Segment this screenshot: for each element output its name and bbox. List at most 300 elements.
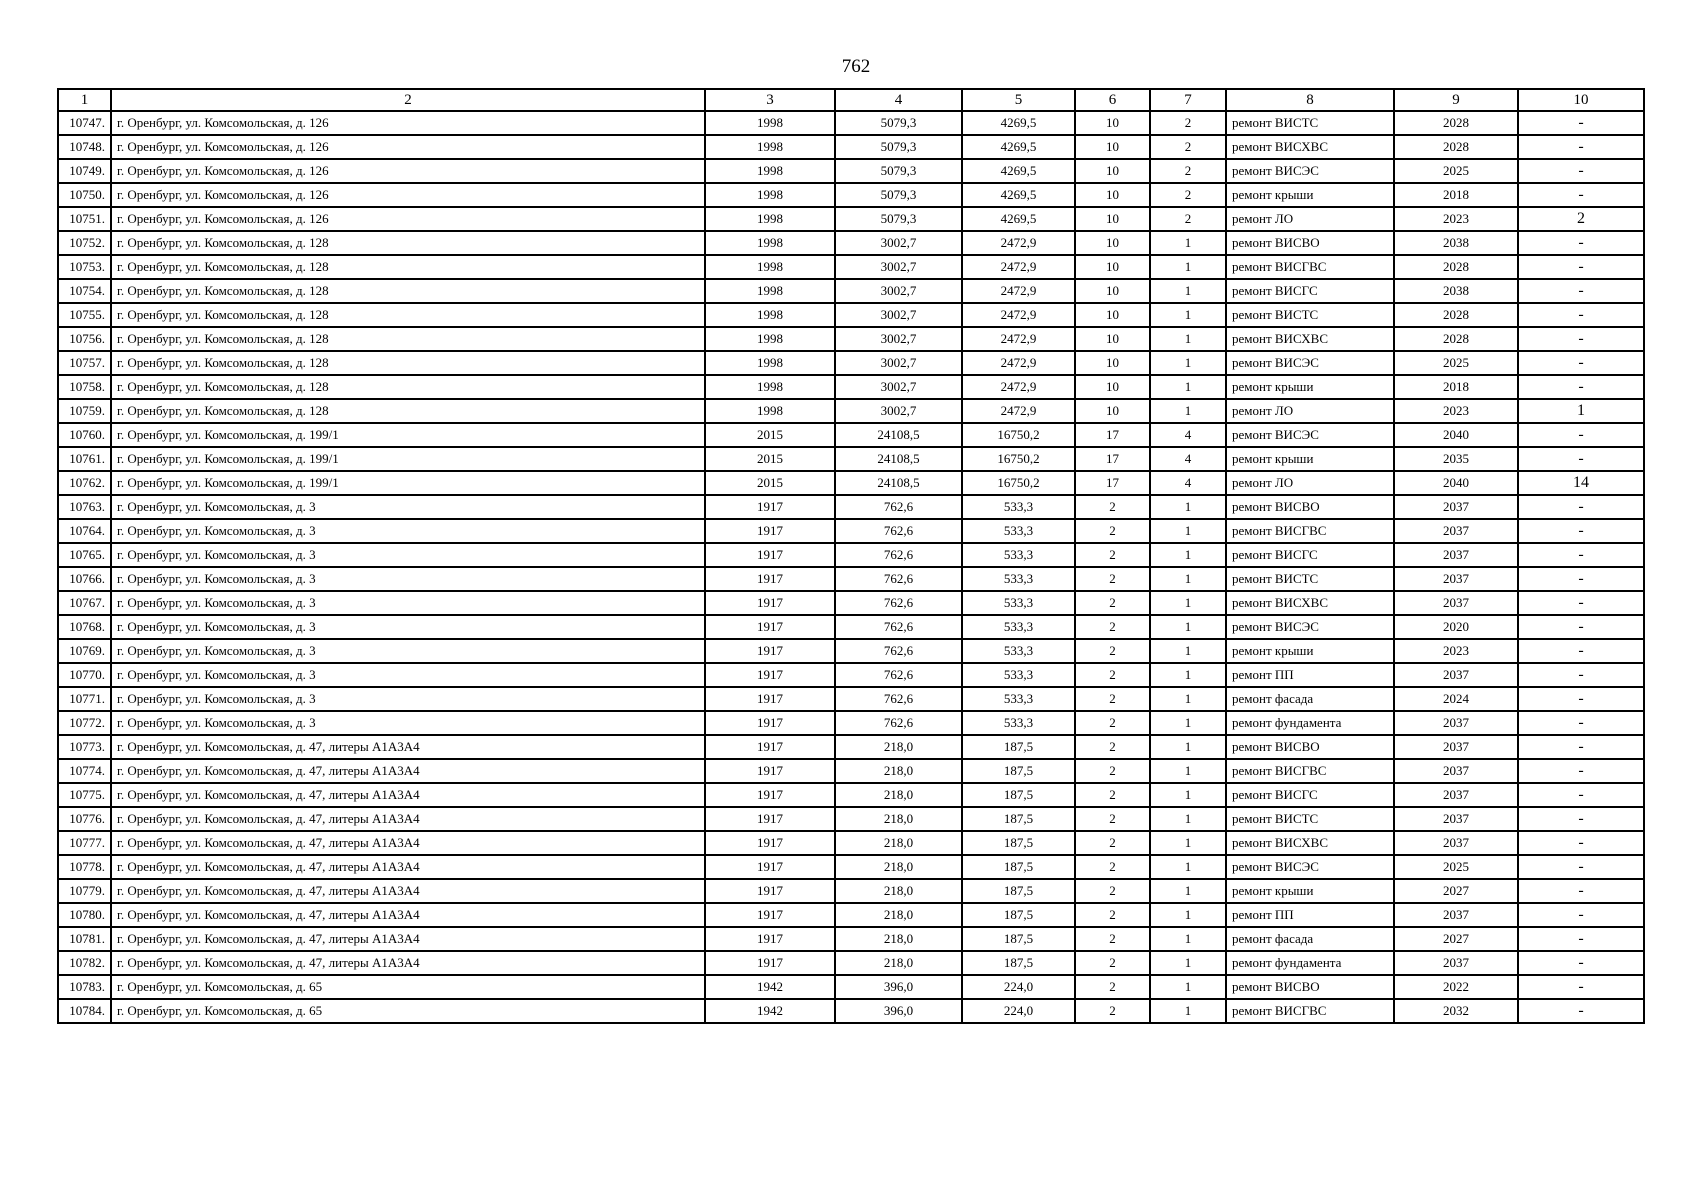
cell-work-type: ремонт фасада: [1226, 687, 1394, 711]
cell-entrances: 2: [1150, 135, 1226, 159]
cell-floors: 10: [1075, 183, 1150, 207]
cell-floors: 2: [1075, 735, 1150, 759]
cell-floors: 2: [1075, 807, 1150, 831]
cell-extra-value: -: [1518, 735, 1644, 759]
cell-address: г. Оренбург, ул. Комсомольская, д. 3: [111, 567, 705, 591]
cell-living-area: 533,3: [962, 711, 1075, 735]
cell-year-built: 1917: [705, 663, 835, 687]
cell-living-area: 16750,2: [962, 423, 1075, 447]
cell-row-number: 10751.: [58, 207, 111, 231]
table-row: [58, 903, 1644, 927]
cell-address: г. Оренбург, ул. Комсомольская, д. 3: [111, 639, 705, 663]
column-header-1: 1: [58, 89, 111, 111]
table-row: [58, 879, 1644, 903]
cell-work-type: ремонт ВИСВО: [1226, 231, 1394, 255]
cell-address: г. Оренбург, ул. Комсомольская, д. 126: [111, 183, 705, 207]
cell-work-type: ремонт ВИСГС: [1226, 783, 1394, 807]
cell-entrances: 1: [1150, 879, 1226, 903]
cell-floors: 2: [1075, 591, 1150, 615]
cell-row-number: 10774.: [58, 759, 111, 783]
cell-total-area: 218,0: [835, 927, 962, 951]
column-header-6: 6: [1075, 89, 1150, 111]
cell-planned-year: 2025: [1394, 159, 1518, 183]
cell-year-built: 2015: [705, 447, 835, 471]
cell-row-number: 10754.: [58, 279, 111, 303]
cell-entrances: 1: [1150, 831, 1226, 855]
cell-extra-value: -: [1518, 279, 1644, 303]
cell-work-type: ремонт ВИСЭС: [1226, 351, 1394, 375]
cell-total-area: 3002,7: [835, 399, 962, 423]
cell-work-type: ремонт ВИСХВС: [1226, 591, 1394, 615]
cell-address: г. Оренбург, ул. Комсомольская, д. 3: [111, 591, 705, 615]
cell-entrances: 1: [1150, 783, 1226, 807]
cell-year-built: 1917: [705, 807, 835, 831]
cell-row-number: 10776.: [58, 807, 111, 831]
cell-row-number: 10783.: [58, 975, 111, 999]
cell-extra-value: -: [1518, 855, 1644, 879]
cell-living-area: 2472,9: [962, 231, 1075, 255]
cell-living-area: 533,3: [962, 567, 1075, 591]
cell-floors: 2: [1075, 687, 1150, 711]
cell-work-type: ремонт крыши: [1226, 375, 1394, 399]
cell-year-built: 2015: [705, 423, 835, 447]
cell-row-number: 10772.: [58, 711, 111, 735]
cell-address: г. Оренбург, ул. Комсомольская, д. 3: [111, 543, 705, 567]
cell-planned-year: 2023: [1394, 207, 1518, 231]
cell-planned-year: 2037: [1394, 711, 1518, 735]
cell-living-area: 4269,5: [962, 207, 1075, 231]
page-number: 762: [841, 56, 871, 77]
table-row: [58, 735, 1644, 759]
cell-work-type: ремонт ВИСТС: [1226, 111, 1394, 135]
cell-entrances: 1: [1150, 807, 1226, 831]
table-row: [58, 999, 1644, 1023]
cell-address: г. Оренбург, ул. Комсомольская, д. 47, литеры А1А3А4: [111, 951, 705, 975]
cell-living-area: 187,5: [962, 807, 1075, 831]
cell-total-area: 5079,3: [835, 111, 962, 135]
cell-work-type: ремонт ВИСГВС: [1226, 759, 1394, 783]
cell-living-area: 187,5: [962, 831, 1075, 855]
cell-year-built: 1998: [705, 231, 835, 255]
cell-address: г. Оренбург, ул. Комсомольская, д. 47, литеры А1А3А4: [111, 759, 705, 783]
cell-address: г. Оренбург, ул. Комсомольская, д. 3: [111, 495, 705, 519]
cell-floors: 10: [1075, 375, 1150, 399]
cell-entrances: 1: [1150, 279, 1226, 303]
cell-row-number: 10762.: [58, 471, 111, 495]
cell-extra-value: -: [1518, 807, 1644, 831]
cell-floors: 10: [1075, 231, 1150, 255]
cell-total-area: 762,6: [835, 543, 962, 567]
cell-planned-year: 2025: [1394, 855, 1518, 879]
table-row: [58, 351, 1644, 375]
cell-extra-value: -: [1518, 567, 1644, 591]
cell-living-area: 187,5: [962, 951, 1075, 975]
cell-year-built: 1942: [705, 999, 835, 1023]
column-header-2: 2: [111, 89, 705, 111]
table-row: [58, 327, 1644, 351]
cell-row-number: 10778.: [58, 855, 111, 879]
cell-year-built: 1917: [705, 855, 835, 879]
cell-year-built: 1942: [705, 975, 835, 999]
cell-row-number: 10765.: [58, 543, 111, 567]
cell-work-type: ремонт ВИСГВС: [1226, 519, 1394, 543]
cell-living-area: 224,0: [962, 999, 1075, 1023]
cell-entrances: 1: [1150, 735, 1226, 759]
cell-total-area: 396,0: [835, 999, 962, 1023]
cell-extra-value: -: [1518, 183, 1644, 207]
cell-living-area: 187,5: [962, 735, 1075, 759]
cell-floors: 10: [1075, 327, 1150, 351]
cell-entrances: 1: [1150, 303, 1226, 327]
cell-work-type: ремонт ВИСГВС: [1226, 999, 1394, 1023]
cell-work-type: ремонт фундамента: [1226, 711, 1394, 735]
cell-floors: 10: [1075, 159, 1150, 183]
cell-entrances: 1: [1150, 855, 1226, 879]
cell-year-built: 1998: [705, 303, 835, 327]
cell-address: г. Оренбург, ул. Комсомольская, д. 126: [111, 111, 705, 135]
table-row: [58, 831, 1644, 855]
cell-living-area: 4269,5: [962, 183, 1075, 207]
cell-living-area: 187,5: [962, 759, 1075, 783]
cell-row-number: 10777.: [58, 831, 111, 855]
cell-living-area: 2472,9: [962, 351, 1075, 375]
cell-floors: 10: [1075, 207, 1150, 231]
cell-planned-year: 2024: [1394, 687, 1518, 711]
table-row: [58, 783, 1644, 807]
cell-year-built: 1917: [705, 567, 835, 591]
cell-planned-year: 2037: [1394, 519, 1518, 543]
cell-total-area: 3002,7: [835, 231, 962, 255]
cell-year-built: 1998: [705, 183, 835, 207]
cell-year-built: 1998: [705, 351, 835, 375]
cell-entrances: 1: [1150, 951, 1226, 975]
cell-entrances: 1: [1150, 639, 1226, 663]
cell-planned-year: 2037: [1394, 543, 1518, 567]
cell-extra-value: -: [1518, 135, 1644, 159]
cell-total-area: 762,6: [835, 591, 962, 615]
cell-floors: 2: [1075, 495, 1150, 519]
cell-year-built: 1917: [705, 495, 835, 519]
cell-extra-value: -: [1518, 999, 1644, 1023]
cell-entrances: 1: [1150, 519, 1226, 543]
table-row: [58, 951, 1644, 975]
table-body: [58, 111, 1644, 1023]
cell-extra-value: -: [1518, 327, 1644, 351]
cell-year-built: 1917: [705, 831, 835, 855]
cell-year-built: 1917: [705, 927, 835, 951]
cell-work-type: ремонт ПП: [1226, 663, 1394, 687]
column-header-8: 8: [1226, 89, 1394, 111]
cell-living-area: 2472,9: [962, 327, 1075, 351]
cell-living-area: 187,5: [962, 879, 1075, 903]
cell-floors: 17: [1075, 471, 1150, 495]
cell-extra-value: -: [1518, 783, 1644, 807]
cell-row-number: 10755.: [58, 303, 111, 327]
cell-row-number: 10759.: [58, 399, 111, 423]
cell-floors: 17: [1075, 423, 1150, 447]
cell-address: г. Оренбург, ул. Комсомольская, д. 128: [111, 327, 705, 351]
cell-row-number: 10781.: [58, 927, 111, 951]
cell-work-type: ремонт ПП: [1226, 903, 1394, 927]
cell-entrances: 1: [1150, 255, 1226, 279]
cell-floors: 10: [1075, 279, 1150, 303]
cell-extra-value: -: [1518, 711, 1644, 735]
cell-row-number: 10747.: [58, 111, 111, 135]
cell-floors: 10: [1075, 351, 1150, 375]
cell-entrances: 1: [1150, 687, 1226, 711]
table-row: [58, 279, 1644, 303]
cell-floors: 2: [1075, 903, 1150, 927]
cell-year-built: 1917: [705, 615, 835, 639]
cell-living-area: 533,3: [962, 687, 1075, 711]
cell-total-area: 5079,3: [835, 159, 962, 183]
cell-year-built: 1998: [705, 207, 835, 231]
cell-planned-year: 2037: [1394, 807, 1518, 831]
cell-row-number: 10784.: [58, 999, 111, 1023]
cell-living-area: 2472,9: [962, 255, 1075, 279]
cell-planned-year: 2040: [1394, 471, 1518, 495]
cell-total-area: 762,6: [835, 687, 962, 711]
table-row: [58, 471, 1644, 495]
cell-entrances: 2: [1150, 183, 1226, 207]
cell-work-type: ремонт крыши: [1226, 639, 1394, 663]
cell-extra-value: -: [1518, 351, 1644, 375]
cell-floors: 10: [1075, 303, 1150, 327]
cell-total-area: 218,0: [835, 879, 962, 903]
cell-address: г. Оренбург, ул. Комсомольская, д. 3: [111, 687, 705, 711]
cell-work-type: ремонт ЛО: [1226, 207, 1394, 231]
cell-entrances: 1: [1150, 327, 1226, 351]
table-row: [58, 855, 1644, 879]
cell-total-area: 218,0: [835, 855, 962, 879]
cell-planned-year: 2028: [1394, 135, 1518, 159]
cell-entrances: 2: [1150, 159, 1226, 183]
cell-work-type: ремонт ВИСЭС: [1226, 423, 1394, 447]
repair-schedule-table: [57, 88, 1645, 1024]
cell-extra-value: -: [1518, 615, 1644, 639]
cell-entrances: 1: [1150, 591, 1226, 615]
cell-extra-value: 14: [1518, 471, 1644, 495]
cell-planned-year: 2023: [1394, 399, 1518, 423]
cell-planned-year: 2038: [1394, 279, 1518, 303]
cell-extra-value: -: [1518, 111, 1644, 135]
table-row: [58, 927, 1644, 951]
cell-planned-year: 2037: [1394, 903, 1518, 927]
cell-work-type: ремонт ВИСХВС: [1226, 327, 1394, 351]
cell-address: г. Оренбург, ул. Комсомольская, д. 3: [111, 663, 705, 687]
cell-planned-year: 2037: [1394, 663, 1518, 687]
column-header-3: 3: [705, 89, 835, 111]
cell-floors: 2: [1075, 999, 1150, 1023]
cell-living-area: 16750,2: [962, 471, 1075, 495]
cell-planned-year: 2040: [1394, 423, 1518, 447]
cell-total-area: 24108,5: [835, 471, 962, 495]
table-row: [58, 711, 1644, 735]
cell-work-type: ремонт ВИСГС: [1226, 279, 1394, 303]
cell-address: г. Оренбург, ул. Комсомольская, д. 126: [111, 159, 705, 183]
cell-extra-value: 1: [1518, 399, 1644, 423]
table-row: [58, 255, 1644, 279]
table-row: [58, 183, 1644, 207]
column-header-10: 10: [1518, 89, 1644, 111]
cell-entrances: 1: [1150, 399, 1226, 423]
cell-address: г. Оренбург, ул. Комсомольская, д. 3: [111, 711, 705, 735]
cell-row-number: 10752.: [58, 231, 111, 255]
cell-work-type: ремонт фасада: [1226, 927, 1394, 951]
cell-extra-value: -: [1518, 831, 1644, 855]
cell-floors: 10: [1075, 135, 1150, 159]
cell-planned-year: 2037: [1394, 495, 1518, 519]
cell-living-area: 4269,5: [962, 135, 1075, 159]
cell-extra-value: -: [1518, 231, 1644, 255]
cell-row-number: 10761.: [58, 447, 111, 471]
column-header-7: 7: [1150, 89, 1226, 111]
cell-year-built: 1917: [705, 687, 835, 711]
cell-floors: 2: [1075, 567, 1150, 591]
cell-living-area: 533,3: [962, 663, 1075, 687]
cell-planned-year: 2027: [1394, 927, 1518, 951]
table-row: [58, 519, 1644, 543]
cell-address: г. Оренбург, ул. Комсомольская, д. 126: [111, 207, 705, 231]
column-header-9: 9: [1394, 89, 1518, 111]
cell-work-type: ремонт ВИСТС: [1226, 567, 1394, 591]
cell-extra-value: -: [1518, 255, 1644, 279]
cell-floors: 10: [1075, 399, 1150, 423]
cell-planned-year: 2037: [1394, 735, 1518, 759]
cell-living-area: 533,3: [962, 495, 1075, 519]
cell-total-area: 762,6: [835, 663, 962, 687]
cell-address: г. Оренбург, ул. Комсомольская, д. 128: [111, 399, 705, 423]
cell-year-built: 1917: [705, 783, 835, 807]
cell-year-built: 1998: [705, 255, 835, 279]
cell-floors: 2: [1075, 543, 1150, 567]
cell-year-built: 1917: [705, 591, 835, 615]
cell-entrances: 2: [1150, 207, 1226, 231]
table-row: [58, 663, 1644, 687]
cell-work-type: ремонт ВИСТС: [1226, 807, 1394, 831]
cell-floors: 2: [1075, 831, 1150, 855]
cell-row-number: 10770.: [58, 663, 111, 687]
cell-entrances: 1: [1150, 375, 1226, 399]
cell-work-type: ремонт фундамента: [1226, 951, 1394, 975]
cell-address: г. Оренбург, ул. Комсомольская, д. 199/1: [111, 423, 705, 447]
cell-extra-value: -: [1518, 375, 1644, 399]
cell-entrances: 1: [1150, 231, 1226, 255]
table-header: [58, 89, 1644, 111]
cell-total-area: 3002,7: [835, 255, 962, 279]
cell-row-number: 10782.: [58, 951, 111, 975]
cell-total-area: 762,6: [835, 495, 962, 519]
cell-address: г. Оренбург, ул. Комсомольская, д. 128: [111, 303, 705, 327]
table-row: [58, 975, 1644, 999]
cell-address: г. Оренбург, ул. Комсомольская, д. 128: [111, 255, 705, 279]
table-row: [58, 423, 1644, 447]
cell-total-area: 5079,3: [835, 207, 962, 231]
cell-planned-year: 2028: [1394, 111, 1518, 135]
cell-living-area: 533,3: [962, 543, 1075, 567]
cell-planned-year: 2037: [1394, 567, 1518, 591]
cell-address: г. Оренбург, ул. Комсомольская, д. 199/1: [111, 447, 705, 471]
cell-work-type: ремонт ЛО: [1226, 471, 1394, 495]
cell-planned-year: 2018: [1394, 183, 1518, 207]
cell-row-number: 10764.: [58, 519, 111, 543]
cell-entrances: 2: [1150, 111, 1226, 135]
cell-work-type: ремонт ВИСЭС: [1226, 159, 1394, 183]
cell-address: г. Оренбург, ул. Комсомольская, д. 47, литеры А1А3А4: [111, 927, 705, 951]
cell-address: г. Оренбург, ул. Комсомольская, д. 47, литеры А1А3А4: [111, 855, 705, 879]
cell-planned-year: 2037: [1394, 591, 1518, 615]
cell-extra-value: -: [1518, 639, 1644, 663]
cell-row-number: 10749.: [58, 159, 111, 183]
cell-extra-value: -: [1518, 687, 1644, 711]
cell-address: г. Оренбург, ул. Комсомольская, д. 3: [111, 519, 705, 543]
cell-planned-year: 2028: [1394, 255, 1518, 279]
cell-work-type: ремонт ЛО: [1226, 399, 1394, 423]
cell-year-built: 1917: [705, 519, 835, 543]
cell-living-area: 16750,2: [962, 447, 1075, 471]
cell-row-number: 10769.: [58, 639, 111, 663]
cell-planned-year: 2020: [1394, 615, 1518, 639]
table-row: [58, 807, 1644, 831]
cell-total-area: 218,0: [835, 903, 962, 927]
cell-year-built: 1998: [705, 111, 835, 135]
cell-total-area: 3002,7: [835, 351, 962, 375]
cell-entrances: 1: [1150, 903, 1226, 927]
cell-year-built: 1998: [705, 279, 835, 303]
cell-total-area: 3002,7: [835, 375, 962, 399]
cell-row-number: 10779.: [58, 879, 111, 903]
cell-row-number: 10757.: [58, 351, 111, 375]
cell-floors: 10: [1075, 111, 1150, 135]
cell-address: г. Оренбург, ул. Комсомольская, д. 47, литеры А1А3А4: [111, 735, 705, 759]
cell-address: г. Оренбург, ул. Комсомольская, д. 47, литеры А1А3А4: [111, 879, 705, 903]
cell-planned-year: 2037: [1394, 831, 1518, 855]
cell-year-built: 1917: [705, 879, 835, 903]
cell-total-area: 762,6: [835, 567, 962, 591]
cell-planned-year: 2037: [1394, 759, 1518, 783]
cell-total-area: 24108,5: [835, 423, 962, 447]
cell-total-area: 218,0: [835, 831, 962, 855]
cell-extra-value: -: [1518, 447, 1644, 471]
cell-planned-year: 2037: [1394, 951, 1518, 975]
cell-living-area: 533,3: [962, 591, 1075, 615]
cell-work-type: ремонт ВИСГВС: [1226, 255, 1394, 279]
cell-total-area: 3002,7: [835, 279, 962, 303]
cell-extra-value: -: [1518, 303, 1644, 327]
cell-total-area: 5079,3: [835, 135, 962, 159]
cell-extra-value: -: [1518, 975, 1644, 999]
cell-floors: 2: [1075, 879, 1150, 903]
cell-work-type: ремонт крыши: [1226, 879, 1394, 903]
table-row: [58, 399, 1644, 423]
table-row: [58, 591, 1644, 615]
cell-row-number: 10775.: [58, 783, 111, 807]
cell-row-number: 10758.: [58, 375, 111, 399]
cell-living-area: 533,3: [962, 639, 1075, 663]
table-row: [58, 231, 1644, 255]
cell-extra-value: -: [1518, 663, 1644, 687]
cell-total-area: 762,6: [835, 519, 962, 543]
cell-total-area: 762,6: [835, 711, 962, 735]
cell-address: г. Оренбург, ул. Комсомольская, д. 65: [111, 999, 705, 1023]
cell-planned-year: 2028: [1394, 303, 1518, 327]
cell-living-area: 2472,9: [962, 303, 1075, 327]
cell-entrances: 1: [1150, 543, 1226, 567]
cell-entrances: 1: [1150, 615, 1226, 639]
cell-living-area: 2472,9: [962, 399, 1075, 423]
cell-entrances: 1: [1150, 663, 1226, 687]
table-row: [58, 375, 1644, 399]
